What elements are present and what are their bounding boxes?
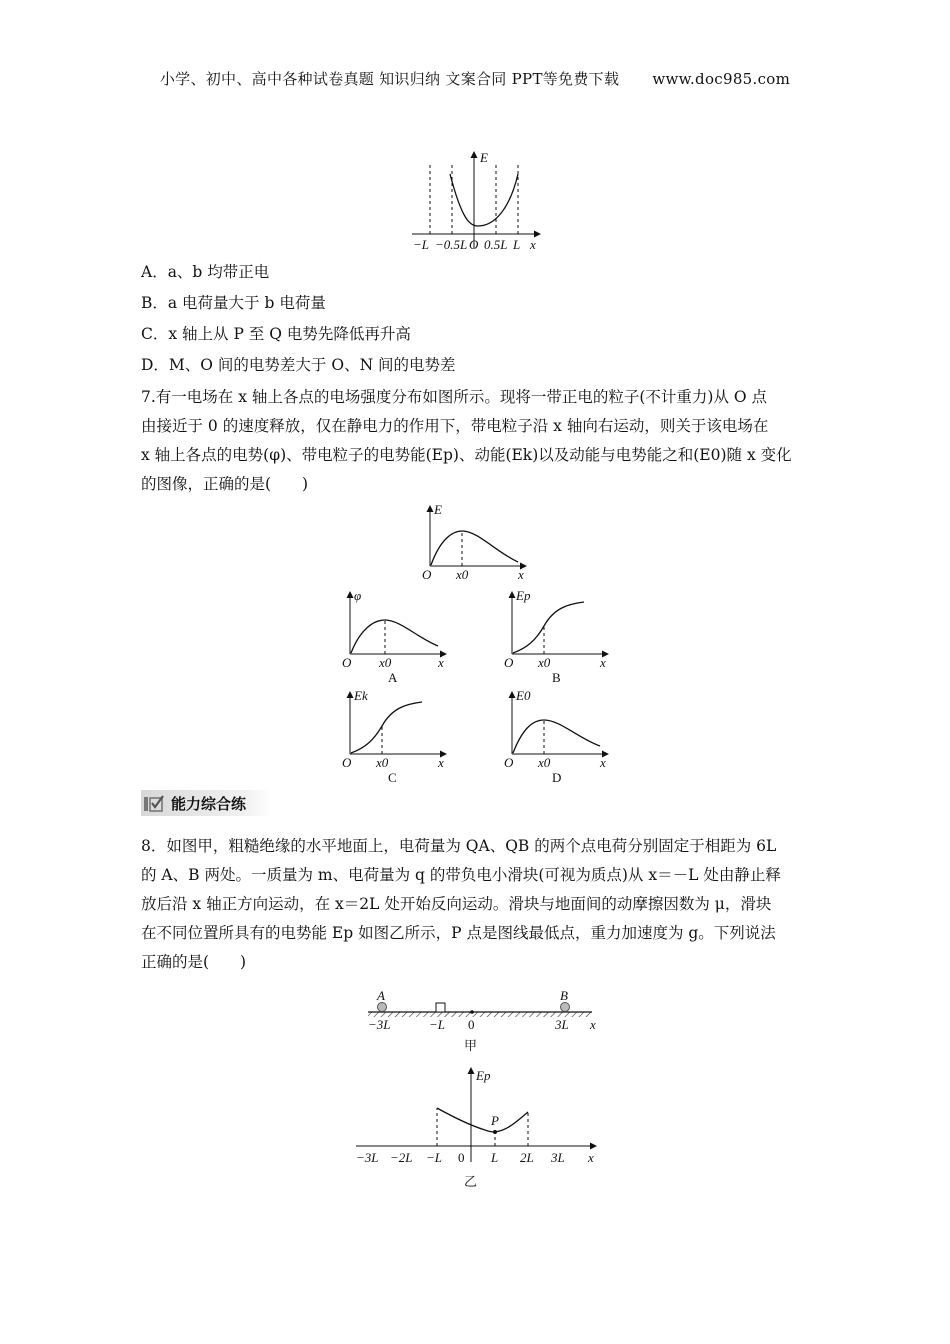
label-a: A	[377, 988, 385, 1003]
page-header	[0, 68, 950, 89]
q8-line: 放后沿 x 轴正方向运动，在 x＝2L 处开始反向运动。滑块与地面间的动摩擦因数为 μ，滑块	[141, 895, 772, 913]
tick-label: L	[491, 1150, 499, 1165]
caption: C	[388, 770, 397, 785]
x-label: x	[590, 1017, 596, 1032]
q7-graph-b	[502, 588, 617, 684]
q6-option-c: C．x 轴上从 P 至 Q 电势先降低再升高	[141, 325, 411, 343]
origin-label: O	[422, 567, 432, 582]
q6-option-a: A．a、b 均带正电	[141, 263, 270, 281]
q8-line: 的 A、B 两处。一质量为 m、电荷量为 q 的带负电小滑块(可视为质点)从 x＝－L 处由静止释	[141, 866, 781, 884]
y-label: Ep	[516, 588, 531, 603]
x-label: x	[588, 1150, 594, 1165]
ek-curve	[351, 702, 422, 753]
ep-curve	[513, 602, 584, 653]
q7-main-graph	[420, 502, 535, 584]
point-p	[493, 1130, 497, 1134]
tick-label: 0.5L	[484, 237, 508, 252]
tick-label: −3L	[356, 1150, 379, 1165]
origin-label: O	[504, 655, 514, 670]
tick-label: −L	[426, 1150, 443, 1165]
tick-label: −L	[413, 237, 430, 252]
y-label: E	[434, 502, 442, 517]
q7-line: 由接近于 0 的速度释放，仅在静电力的作用下，带电粒子沿 x 轴向右运动，则关于该电场在	[141, 417, 769, 435]
q8-figure-yi	[350, 1062, 610, 1192]
q6-option-b: B．a 电荷量大于 b 电荷量	[141, 294, 326, 312]
phi-curve	[351, 620, 438, 653]
label-b: B	[560, 988, 568, 1003]
e0-curve	[513, 720, 600, 753]
q6-figure	[400, 148, 550, 256]
tick-label: 0	[468, 1017, 475, 1032]
e-curve	[450, 174, 518, 226]
q7-line: 的图像，正确的是( )	[141, 475, 309, 493]
q7-line: 7.有一电场在 x 轴上各点的电场强度分布如图所示。现将一带正电的粒子(不计重力)从 O 点	[141, 388, 768, 406]
tick-label: −2L	[390, 1150, 413, 1165]
y-label: E0	[516, 688, 531, 703]
tick-label: 3L	[555, 1017, 569, 1032]
q8-line: 在不同位置所具有的电势能 Ep 如图乙所示，P 点是图线最低点，重力加速度为 g。下列说法	[141, 924, 776, 942]
header-site: www.doc985.com	[652, 70, 791, 88]
x0-label: x0	[376, 755, 389, 770]
x-label: x	[600, 755, 606, 770]
caption: 甲	[464, 1038, 478, 1053]
origin-dot	[470, 1010, 474, 1014]
y-label: Ep	[476, 1068, 491, 1083]
tick-label: −L	[429, 1017, 446, 1032]
checkmark-icon	[143, 793, 165, 813]
origin-label: O	[504, 755, 514, 770]
origin-label: O	[342, 655, 352, 670]
q8-figure-jia	[360, 988, 610, 1058]
caption: A	[388, 670, 398, 685]
ep-curve	[437, 1108, 528, 1132]
origin-label: O	[342, 755, 352, 770]
tick-label: −0.5L	[435, 237, 468, 252]
x0-label: x0	[456, 567, 469, 582]
charge-b	[561, 1003, 570, 1012]
q7-graph-d	[502, 688, 617, 784]
caption: 乙	[464, 1174, 478, 1189]
y-label: φ	[354, 588, 362, 603]
q7-graph-c	[340, 688, 455, 784]
x-label: x	[438, 655, 444, 670]
x-label: x	[600, 655, 606, 670]
tick-label: 2L	[520, 1150, 534, 1165]
q6-option-d: D．M、O 间的电势差大于 O、N 间的电势差	[141, 356, 456, 374]
charge-a	[378, 1003, 387, 1012]
section-title: 能力综合练	[171, 794, 247, 813]
header-text: 小学、初中、高中各种试卷真题 知识归纳 文案合同 PPT等免费下载	[159, 70, 620, 88]
x0-label: x0	[538, 655, 551, 670]
y-label: Ek	[354, 688, 368, 703]
label-p: P	[491, 1113, 499, 1128]
q8-line: 8．如图甲，粗糙绝缘的水平地面上，电荷量为 QA、QB 的两个点电荷分别固定于相距为 6L	[141, 837, 777, 855]
x-label: x	[518, 567, 524, 582]
slider-block	[436, 1003, 445, 1012]
tick-label: 0	[458, 1150, 465, 1165]
q7-line: x 轴上各点的电势(φ)、带电粒子的电势能(Ep)、动能(Ek)以及动能与电势能之和(E0)随 x 变化	[141, 446, 792, 464]
q8-line: 正确的是( )	[141, 953, 247, 971]
x0-label: x0	[379, 655, 392, 670]
x-label: x	[438, 755, 444, 770]
tick-label: O	[469, 237, 479, 252]
section-heading	[141, 790, 271, 816]
x-label: x	[530, 237, 536, 252]
tick-label: −3L	[368, 1017, 391, 1032]
x0-label: x0	[538, 755, 551, 770]
y-label: E	[480, 150, 488, 165]
tick-label: L	[513, 237, 521, 252]
tick-label: 3L	[551, 1150, 565, 1165]
caption: D	[552, 770, 562, 785]
q7-graph-a	[340, 588, 455, 684]
e-curve	[431, 531, 518, 565]
caption: B	[552, 670, 561, 685]
